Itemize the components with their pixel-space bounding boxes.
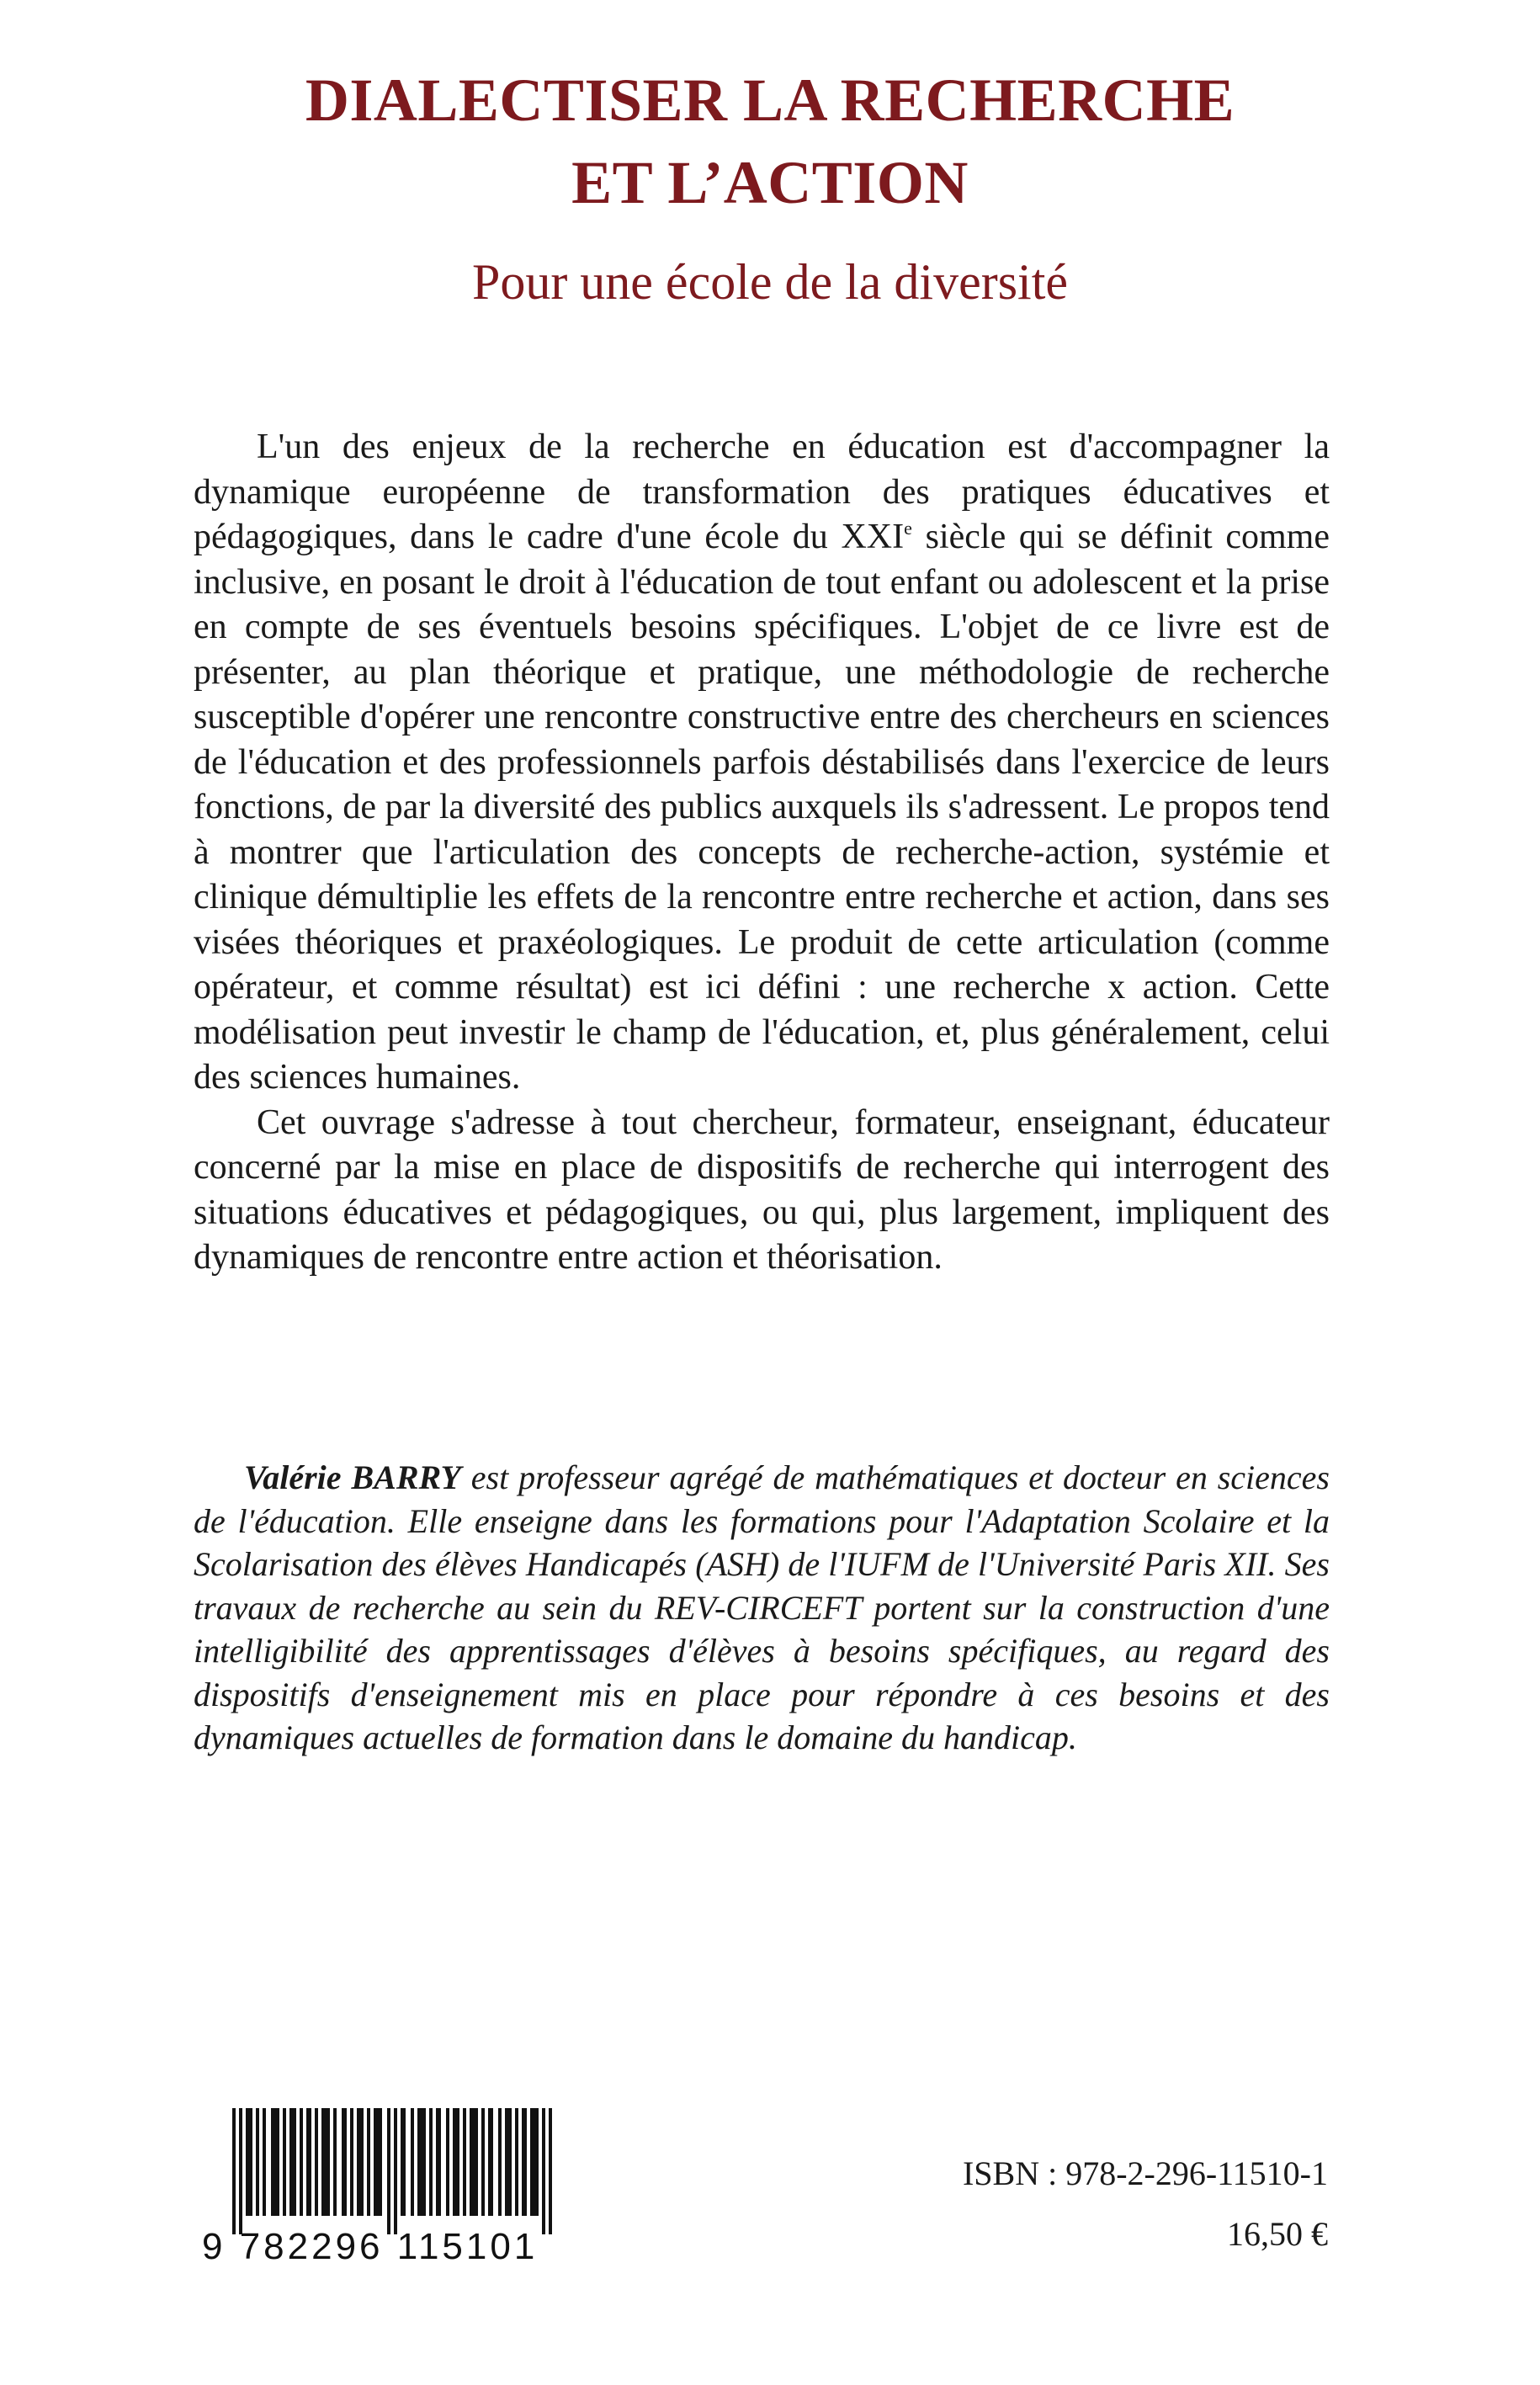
back-cover-summary xyxy=(194,425,1330,1281)
isbn-number: ISBN : 978-2-296-11510-1 xyxy=(962,2154,1328,2192)
summary-paragraph-1-end: siècle qui se définit comme inclusive, en posant le droit à l'éducation de tout enfant ou adolescent et la prise en compte de ses éventuels besoins spécifiques. L'objet de ce livre est de présenter, au plan théorique et pratique, une méthodologie de recherche susceptible d'opérer une rencontre constructive entre des chercheurs en sciences de l'éducation et des professionnels parfois déstabilisés dans l'exercice de leurs fonctions, de par la diversité des publics auxquels ils s'adressent. Le propos tend à montrer que l'articulation des concepts de recherche-action, systémie et clinique démultiplie les effets de la rencontre entre recherche et action, dans ses visées théoriques et praxéologiques. Le produit de cette articulation (comme opérateur, et comme résultat) est ici défini : une recherche x action. Cette modélisation peut investir le champ de l'éducation, et, plus généralement, celui des sciences humaines. xyxy=(194,518,1330,1097)
summary-paragraph-2: Cet ouvrage s'adresse à tout chercheur, formateur, enseignant, éducateur concerné par la mise en place de dispositifs de recherche qui interrogent des situations éducatives et pédagogiques, ou qui, plus largement, impliquent des dynamiques de rencontre entre action et théorisation. xyxy=(194,1102,1330,1277)
book-title-line-2: ET L’ACTION xyxy=(571,149,969,216)
isbn-barcode xyxy=(202,2108,569,2267)
summary-paragraph-1-start: L'un des enjeux de la recherche en éducation est d'accompagner la dynamique européenne de transformation des pratiques éducatives et pédagogiques, dans le cadre d'une école du XXI xyxy=(194,428,1330,556)
book-subtitle: Pour une école de la diversité xyxy=(471,254,1069,310)
author-name: Valérie BARRY xyxy=(244,1458,461,1496)
century-superscript: e xyxy=(904,518,912,539)
author-biography-text: est professeur agrégé de mathématiques et docteur en sciences de l'éducation. Elle enseigne dans les formations pour l'Adaptation Scolaire et la Scolarisation des élèves Handicapés (ASH) de l'IUFM de l'Université Paris XII. Ses travaux de recherche au sein du REV-CIRCEFT portent sur la construction d'une intelligibilité des apprentissages d'élèves à besoins spécifiques, au regard des dispositifs d'enseignement mis en place pour répondre à ces besoins et des dynamiques actuelles de formation dans le domaine du handicap. xyxy=(194,1458,1330,1756)
author-biography-paragraph xyxy=(194,1456,1330,1760)
book-title-line-1: DIALECTISER LA RECHERCHE xyxy=(305,66,1235,134)
summary-paragraph-1 xyxy=(194,425,1330,1101)
book-price: 16,50 € xyxy=(1227,2215,1328,2253)
barcode-digits: 9 782296 115101 xyxy=(202,2226,539,2267)
barcode-bars-icon xyxy=(232,2108,569,2234)
author-biography xyxy=(194,1456,1330,1760)
book-title xyxy=(0,59,1540,224)
